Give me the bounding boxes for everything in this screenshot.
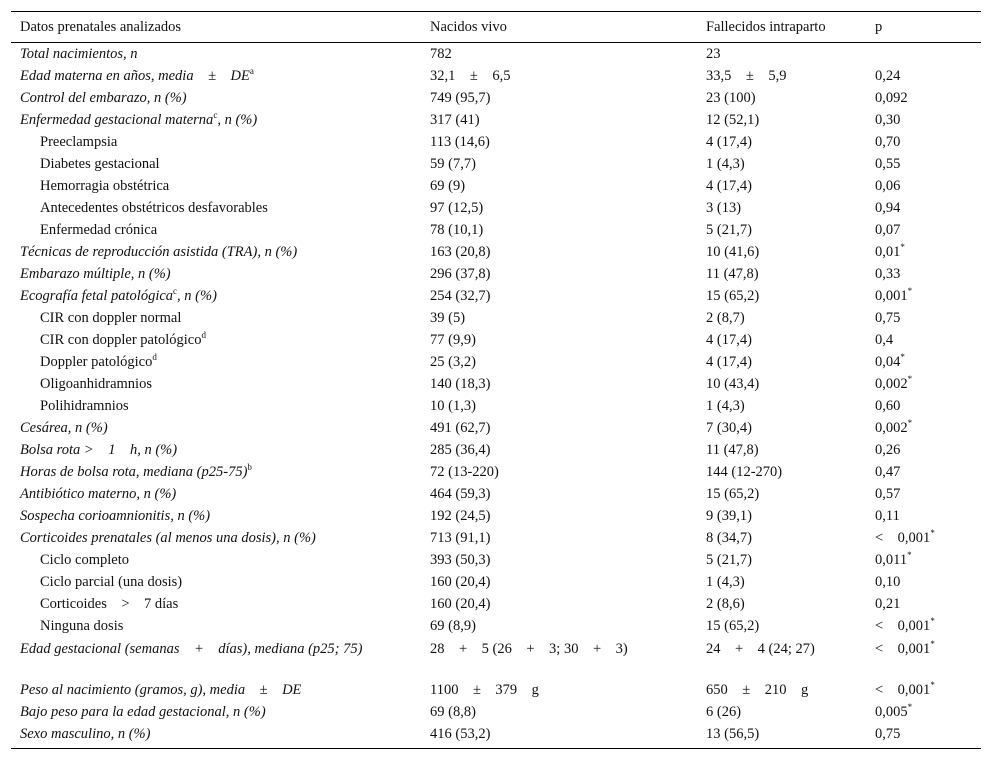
p-value-cell: [866, 615, 981, 637]
p-value-cell: [866, 351, 981, 373]
intrapartum-death-value: 4 (17,4): [706, 354, 752, 370]
row-label: Horas de bolsa rota, mediana (p25-75): [20, 464, 248, 480]
table-row: [11, 505, 981, 527]
table-row: [11, 197, 981, 219]
row-label-cell: [11, 43, 421, 66]
p-value: 0,001: [875, 288, 908, 304]
row-label-cell: [11, 461, 421, 483]
row-label: CIR con doppler normal: [40, 310, 182, 326]
intrapartum-death-value: 4 (17,4): [706, 178, 752, 194]
table-row: [11, 65, 981, 87]
row-label-cell: [11, 615, 421, 637]
live-born-value: 1100 ± 379 g: [430, 682, 539, 698]
table-row: [11, 549, 981, 571]
intrapartum-death-value: 23: [706, 46, 721, 62]
table-row: [11, 615, 981, 637]
p-value-cell: [866, 241, 981, 263]
intrapartum-death-value: 15 (65,2): [706, 618, 760, 634]
live-born-value: 113 (14,6): [430, 134, 490, 150]
row-label-cell: [11, 527, 421, 549]
header-row: [11, 12, 981, 43]
table-row: [11, 527, 981, 549]
row-label-cell: [11, 395, 421, 417]
row-label: Técnicas de reproducción asistida (TRA), n (%): [20, 244, 298, 260]
p-value-cell: [866, 219, 981, 241]
table-row: [11, 329, 981, 351]
significance-marker: *: [907, 374, 913, 384]
footnote-marker: d: [152, 352, 157, 362]
live-born-value: 296 (37,8): [430, 266, 491, 282]
intrapartum-death-value: 650 ± 210 g: [706, 682, 809, 698]
table-row: [11, 307, 981, 329]
row-label-cell: [11, 351, 421, 373]
footnote-marker: c: [213, 110, 218, 120]
p-value: 0,005: [875, 704, 908, 720]
prenatal-data-table: [11, 11, 981, 749]
intrapartum-death-value: 23 (100): [706, 90, 756, 106]
row-label: Sexo masculino, n (%): [20, 726, 151, 742]
intrapartum-death-value: 5 (21,7): [706, 552, 752, 568]
p-value-cell: [866, 439, 981, 461]
row-label-cell: [11, 285, 421, 307]
row-label: Diabetes gestacional: [40, 156, 160, 172]
row-label-cell: [11, 505, 421, 527]
row-label-cell: [11, 87, 421, 109]
intrapartum-death-value: 12 (52,1): [706, 112, 760, 128]
significance-marker: *: [907, 550, 912, 560]
row-label: Sospecha corioamnionitis, n (%): [20, 508, 211, 524]
row-label: Polihidramnios: [40, 398, 129, 414]
live-born-value: 192 (24,5): [430, 508, 491, 524]
live-born-value: 32,1 ± 6,5: [430, 68, 511, 84]
row-label-cell: [11, 373, 421, 395]
p-value: 0,33: [875, 266, 901, 282]
row-label-cell: [11, 637, 421, 679]
row-label: Oligoanhidramnios: [40, 376, 152, 392]
live-born-value: 28 + 5 (26 + 3; 30 + 3): [430, 641, 628, 657]
p-value: 0,57: [875, 486, 901, 502]
intrapartum-death-value: 1 (4,3): [706, 574, 745, 590]
table-row: [11, 679, 981, 701]
live-born-value: 77 (9,9): [430, 332, 476, 348]
live-born-value: 464 (59,3): [430, 486, 491, 502]
table-row: [11, 153, 981, 175]
live-born-value: 163 (20,8): [430, 244, 491, 260]
row-label: Edad gestacional (semanas + días), mediana (p25; 75): [20, 641, 363, 657]
row-label: Hemorragia obstétrica: [40, 178, 170, 194]
significance-marker: *: [907, 418, 913, 428]
row-label: Bajo peso para la edad gestacional, n (%): [20, 704, 266, 720]
p-value: 0,70: [875, 134, 901, 150]
row-label-cell: [11, 679, 421, 701]
significance-marker: *: [907, 286, 913, 296]
row-label: Edad materna en años, media ± DE: [20, 68, 250, 84]
intrapartum-death-value: 15 (65,2): [706, 486, 760, 502]
table-row: [11, 439, 981, 461]
table-row: [11, 723, 981, 749]
intrapartum-death-value: 3 (13): [706, 200, 742, 216]
p-value-cell: [866, 131, 981, 153]
row-label-cell: [11, 723, 421, 749]
row-label-cell: [11, 197, 421, 219]
row-label: Ninguna dosis: [40, 618, 124, 634]
table-row: [11, 373, 981, 395]
row-label: Cesárea, n (%): [20, 420, 108, 436]
p-value: 0,002: [875, 376, 908, 392]
p-value-cell: [866, 549, 981, 571]
intrapartum-death-value: 4 (17,4): [706, 134, 752, 150]
significance-marker: *: [900, 352, 905, 362]
p-value: 0,60: [875, 398, 901, 414]
p-value-cell: [866, 329, 981, 351]
p-value-cell: [866, 571, 981, 593]
row-label-cell: [11, 701, 421, 723]
row-label-cell: [11, 109, 421, 131]
p-value: 0,04: [875, 354, 901, 370]
intrapartum-death-value: 9 (39,1): [706, 508, 752, 524]
row-label-cell: [11, 439, 421, 461]
table-row: [11, 395, 981, 417]
intrapartum-death-value: 2 (8,7): [706, 310, 745, 326]
live-born-value: 491 (62,7): [430, 420, 491, 436]
live-born-value: 69 (8,8): [430, 704, 476, 720]
live-born-value: 713 (91,1): [430, 530, 491, 546]
live-born-value: 10 (1,3): [430, 398, 476, 414]
row-label-cell: [11, 329, 421, 351]
table-header: [11, 12, 981, 43]
intrapartum-death-value: 10 (41,6): [706, 244, 760, 260]
table-row: [11, 351, 981, 373]
p-value-cell: [866, 307, 981, 329]
p-value: 0,75: [875, 726, 901, 742]
intrapartum-death-value: 1 (4,3): [706, 398, 745, 414]
live-born-value: 160 (20,4): [430, 574, 491, 590]
p-value-cell: [866, 417, 981, 439]
table-row: [11, 43, 981, 66]
p-value: 0,26: [875, 442, 901, 458]
p-value: 0,4: [875, 332, 894, 348]
live-born-value: 72 (13-220): [430, 464, 499, 480]
significance-marker: *: [930, 528, 935, 538]
p-value: 0,75: [875, 310, 901, 326]
p-value-cell: [866, 637, 981, 679]
row-label: Control del embarazo, n (%): [20, 90, 187, 106]
p-value: 0,30: [875, 112, 901, 128]
row-label-cell: [11, 307, 421, 329]
row-label: CIR con doppler patológico: [40, 332, 202, 348]
p-value: 0,01: [875, 244, 901, 260]
p-value-cell: [866, 197, 981, 219]
row-label-suffix: , n (%): [217, 112, 258, 128]
p-value-cell: [866, 43, 981, 66]
header-cell: Datos prenatales analizados: [11, 12, 421, 43]
header-cell: Fallecidos intraparto: [697, 12, 866, 43]
p-value-cell: [866, 483, 981, 505]
p-value-cell: [866, 65, 981, 87]
p-value: 0,11: [875, 508, 900, 524]
p-value-cell: [866, 593, 981, 615]
live-born-value: 69 (9): [430, 178, 466, 194]
row-label: Preeclampsia: [40, 134, 118, 150]
table-row: [11, 175, 981, 197]
intrapartum-death-value: 33,5 ± 5,9: [706, 68, 787, 84]
significance-marker: *: [930, 639, 935, 649]
row-label: Enfermedad crónica: [40, 222, 158, 238]
row-label: Corticoides > 7 días: [40, 596, 179, 612]
table-row: [11, 637, 981, 679]
live-born-value: 25 (3,2): [430, 354, 476, 370]
row-label: Embarazo múltiple, n (%): [20, 266, 171, 282]
p-value: 0,011: [875, 552, 908, 568]
p-value-cell: [866, 175, 981, 197]
row-label: Antibiótico materno, n (%): [20, 486, 177, 502]
p-value-cell: [866, 373, 981, 395]
row-label-cell: [11, 131, 421, 153]
row-label-cell: [11, 153, 421, 175]
row-label-cell: [11, 483, 421, 505]
intrapartum-death-value: 11 (47,8): [706, 442, 759, 458]
intrapartum-death-value: 11 (47,8): [706, 266, 759, 282]
live-born-value: 393 (50,3): [430, 552, 491, 568]
table-row: [11, 593, 981, 615]
intrapartum-death-value: 7 (30,4): [706, 420, 752, 436]
intrapartum-death-value: 5 (21,7): [706, 222, 752, 238]
intrapartum-death-value: 8 (34,7): [706, 530, 752, 546]
intrapartum-death-value: 15 (65,2): [706, 288, 760, 304]
p-value-cell: [866, 505, 981, 527]
intrapartum-death-value: 10 (43,4): [706, 376, 760, 392]
intrapartum-death-value: 1 (4,3): [706, 156, 745, 172]
live-born-value: 69 (8,9): [430, 618, 476, 634]
live-born-value: 782: [430, 46, 452, 62]
live-born-value: 160 (20,4): [430, 596, 491, 612]
intrapartum-death-value: 6 (26): [706, 704, 742, 720]
p-value: < 0,001: [875, 618, 931, 634]
live-born-value: 78 (10,1): [430, 222, 484, 238]
intrapartum-death-value: 13 (56,5): [697, 723, 866, 749]
intrapartum-death-value: 24 + 4 (24; 27): [706, 641, 815, 657]
live-born-value: 59 (7,7): [430, 156, 476, 172]
significance-marker: *: [900, 242, 905, 252]
row-label-cell: [11, 263, 421, 285]
row-label-cell: [11, 241, 421, 263]
row-label: Ciclo parcial (una dosis): [40, 574, 183, 590]
p-value: 0,94: [875, 200, 901, 216]
row-label-cell: [11, 65, 421, 87]
row-label: Doppler patológico: [40, 354, 153, 370]
live-born-value: 39 (5): [430, 310, 466, 326]
table-body: [11, 43, 981, 749]
table-row: [11, 461, 981, 483]
p-value: 0,07: [875, 222, 901, 238]
row-label-cell: [11, 593, 421, 615]
table-row: [11, 571, 981, 593]
row-label-suffix: , n (%): [177, 288, 217, 304]
table-row: [11, 285, 981, 307]
p-value: 0,47: [875, 464, 901, 480]
p-value: < 0,001: [875, 682, 931, 698]
table-row: [11, 219, 981, 241]
p-value: 0,24: [875, 68, 901, 84]
p-value-cell: [866, 153, 981, 175]
p-value: < 0,001: [875, 530, 931, 546]
table-row: [11, 131, 981, 153]
table-row: [11, 87, 981, 109]
p-value-cell: [866, 701, 981, 723]
live-born-value: 416 (53,2): [421, 723, 697, 749]
table-row: [11, 241, 981, 263]
p-value-cell: [866, 461, 981, 483]
p-value: 0,10: [875, 574, 901, 590]
table-row: [11, 417, 981, 439]
live-born-value: 97 (12,5): [430, 200, 484, 216]
p-value-cell: [866, 723, 981, 749]
table-row: [11, 263, 981, 285]
live-born-value: 285 (36,4): [430, 442, 491, 458]
live-born-value: 317 (41): [430, 112, 480, 128]
significance-marker: *: [930, 680, 935, 690]
p-value-cell: [866, 109, 981, 131]
footnote-marker: b: [247, 462, 252, 472]
p-value-cell: [866, 679, 981, 701]
intrapartum-death-value: 144 (12-270): [706, 464, 783, 480]
row-label: Peso al nacimiento (gramos, g), media ± DE: [20, 682, 302, 698]
table-row: [11, 701, 981, 723]
p-value-cell: [866, 395, 981, 417]
table-row: [11, 483, 981, 505]
p-value: 0,002: [875, 420, 908, 436]
significance-marker: *: [907, 702, 913, 712]
row-label: Corticoides prenatales (al menos una dosis), n (%): [20, 530, 316, 546]
p-value: 0,21: [875, 596, 901, 612]
row-label-cell: [11, 417, 421, 439]
live-born-value: 749 (95,7): [430, 90, 491, 106]
footnote-marker: c: [173, 286, 178, 296]
row-label-cell: [11, 549, 421, 571]
row-label: Enfermedad gestacional materna: [20, 112, 214, 128]
header-cell: Nacidos vivo: [421, 12, 697, 43]
p-value-cell: [866, 87, 981, 109]
row-label: Antecedentes obstétricos desfavorables: [40, 200, 268, 216]
p-value-cell: [866, 527, 981, 549]
footnote-marker: d: [201, 330, 206, 340]
row-label-cell: [11, 219, 421, 241]
row-label-cell: [11, 175, 421, 197]
footnote-marker: a: [249, 66, 254, 76]
row-label-cell: [11, 571, 421, 593]
row-label: Bolsa rota > 1 h, n (%): [20, 442, 178, 458]
p-value: 0,55: [875, 156, 901, 172]
row-label: Ecografía fetal patológica: [20, 288, 174, 304]
table-row: [11, 109, 981, 131]
header-cell: p: [866, 12, 981, 43]
p-value-cell: [866, 263, 981, 285]
intrapartum-death-value: 4 (17,4): [706, 332, 752, 348]
row-label: Total nacimientos, n: [20, 46, 138, 62]
significance-marker: *: [930, 616, 935, 626]
p-value: < 0,001: [875, 641, 931, 657]
p-value: 0,06: [875, 178, 901, 194]
p-value-cell: [866, 285, 981, 307]
p-value: 0,092: [875, 90, 908, 106]
live-born-value: 140 (18,3): [430, 376, 491, 392]
row-label: Ciclo completo: [40, 552, 129, 568]
intrapartum-death-value: 2 (8,6): [706, 596, 745, 612]
live-born-value: 254 (32,7): [430, 288, 491, 304]
